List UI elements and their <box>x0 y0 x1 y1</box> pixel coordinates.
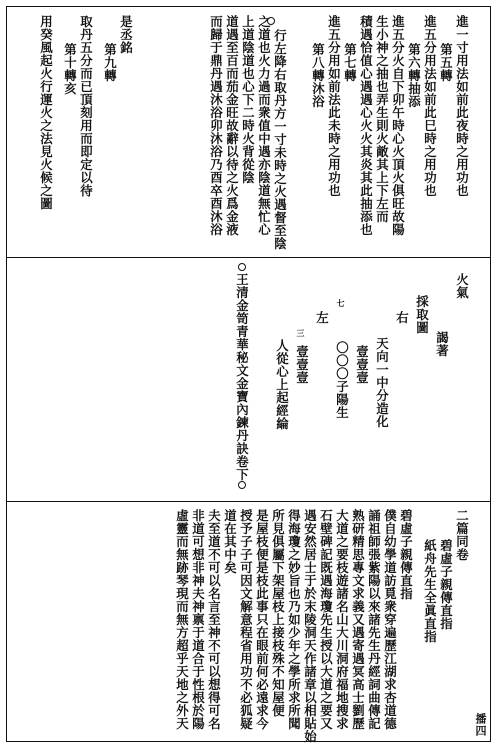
text-column: 遇安然居士于於末陵洞天作諸章以相貼始 <box>302 509 318 743</box>
text-column: 進五分用如前法此未時之用功也 <box>326 15 342 197</box>
text-column: 紙舟先生全眞直指 <box>422 539 438 643</box>
text-column: 取丹五分而已頂刻用而即定以待 <box>78 15 94 197</box>
middle-section <box>7 259 490 499</box>
text-column: 夫至道不可以名言至神不可以想得可名 <box>206 509 222 730</box>
text-column: 天向一中分造化 <box>374 337 390 428</box>
page-number: 播四 <box>474 713 487 737</box>
text-column: 用癸風起火行運火之法見火候之圖 <box>38 15 54 210</box>
text-column: 七 <box>336 299 346 308</box>
text-column: 行左降右取丹方一寸未時之火遇督至陰 <box>272 29 288 250</box>
text-column: 謁著 <box>434 331 450 357</box>
text-column: 進一寸用法如前此夜時之用功也 <box>454 15 470 197</box>
text-column: 火氣 <box>454 273 470 299</box>
text-column: 石壁碑記既遇海瓊先生授以大道之要又 <box>318 509 334 730</box>
text-column: 第五轉 <box>438 43 454 82</box>
text-column: 生小神之抽也弄生則火敵其上下左而 <box>374 15 390 223</box>
text-column: 道遇至百而茄金旺故辭以待之火爲金液 <box>224 15 240 236</box>
text-column: 人從心上起經綸 <box>274 339 290 430</box>
text-column: 所見俱屬下架屋枝上接枝殊不知屋便 <box>270 509 286 717</box>
circle-mark <box>238 481 246 489</box>
text-column: 之道也火力過而衆值中遇亦陰道無忙心 <box>256 15 272 236</box>
top-section <box>7 7 490 255</box>
text-column: 壹壹壹 <box>354 345 370 384</box>
text-column: 而歸于鼎丹遇沐浴卯沐浴乃酉卒酉沐浴 <box>208 15 224 236</box>
text-column: 上道陰道也心下二時火背從陰 <box>240 15 256 184</box>
text-column: 非道可想非神夫神禀于道合于性根於陽 <box>190 509 206 730</box>
text-column: 熟研精思專文求義又遇寄遇冥高士劉歷 <box>350 509 366 730</box>
text-column: 碧虛子親傳直指 <box>398 509 414 600</box>
text-column: 大道之要枝遊諸名山大川洞府福地搜求 <box>334 509 350 730</box>
text-column: 王清金笥青華秘文金寶內鍊丹訣卷下 <box>234 273 250 481</box>
text-column: 第九轉 <box>102 43 118 82</box>
text-column: 碧虛子親傳直指 <box>438 539 454 630</box>
text-column: 第十轉亥 <box>62 43 78 95</box>
text-column: 右 <box>394 311 410 324</box>
text-column: 採取圖 <box>414 295 430 334</box>
text-column: 〇〇〇子陽生 <box>334 341 350 419</box>
bottom-section <box>7 503 490 741</box>
text-column: 壹壹壹 <box>294 345 310 384</box>
text-column: 僕自幼學道訪覓衆穿遍歷江湖求杏道德 <box>382 509 398 730</box>
text-column: 第八轉沐浴 <box>310 43 326 108</box>
text-column: 虛靈而無跡琴現而無方超乎天地之外天 <box>174 509 190 730</box>
text-column: 是屋枝便是枝此事只在眼前何必遠求今 <box>254 509 270 730</box>
text-column: 授予子子可因文解意程省用功不必狐疑 <box>238 509 254 730</box>
text-column: 第六轉抽添 <box>406 43 422 108</box>
text-column: 第七轉 <box>342 43 358 82</box>
section-divider <box>7 501 490 502</box>
text-column: 道在其中矣 <box>222 509 238 574</box>
text-column: 二篇同卷 <box>454 509 470 561</box>
text-column: 誦祖師張紫陽以來諸先生丹經詞曲傳記 <box>366 509 382 730</box>
section-divider <box>7 257 490 258</box>
text-column: 進五分火自下卯午時心火頂火俱旺故陽 <box>390 15 406 236</box>
text-column: 是丞銘 <box>118 15 134 54</box>
text-column: 左 <box>314 311 330 324</box>
text-column: 積遇恰值心遇遇心火火其炎其此抽添也 <box>358 15 374 236</box>
text-column: 得海瓊之妙旨也乃如少年之學所求所聞 <box>286 509 302 730</box>
text-column: 進五分用法如前此巳時之用功也 <box>422 15 438 197</box>
text-column: 三 <box>296 329 306 338</box>
circle-mark <box>238 263 246 271</box>
scripture-page <box>6 6 491 742</box>
